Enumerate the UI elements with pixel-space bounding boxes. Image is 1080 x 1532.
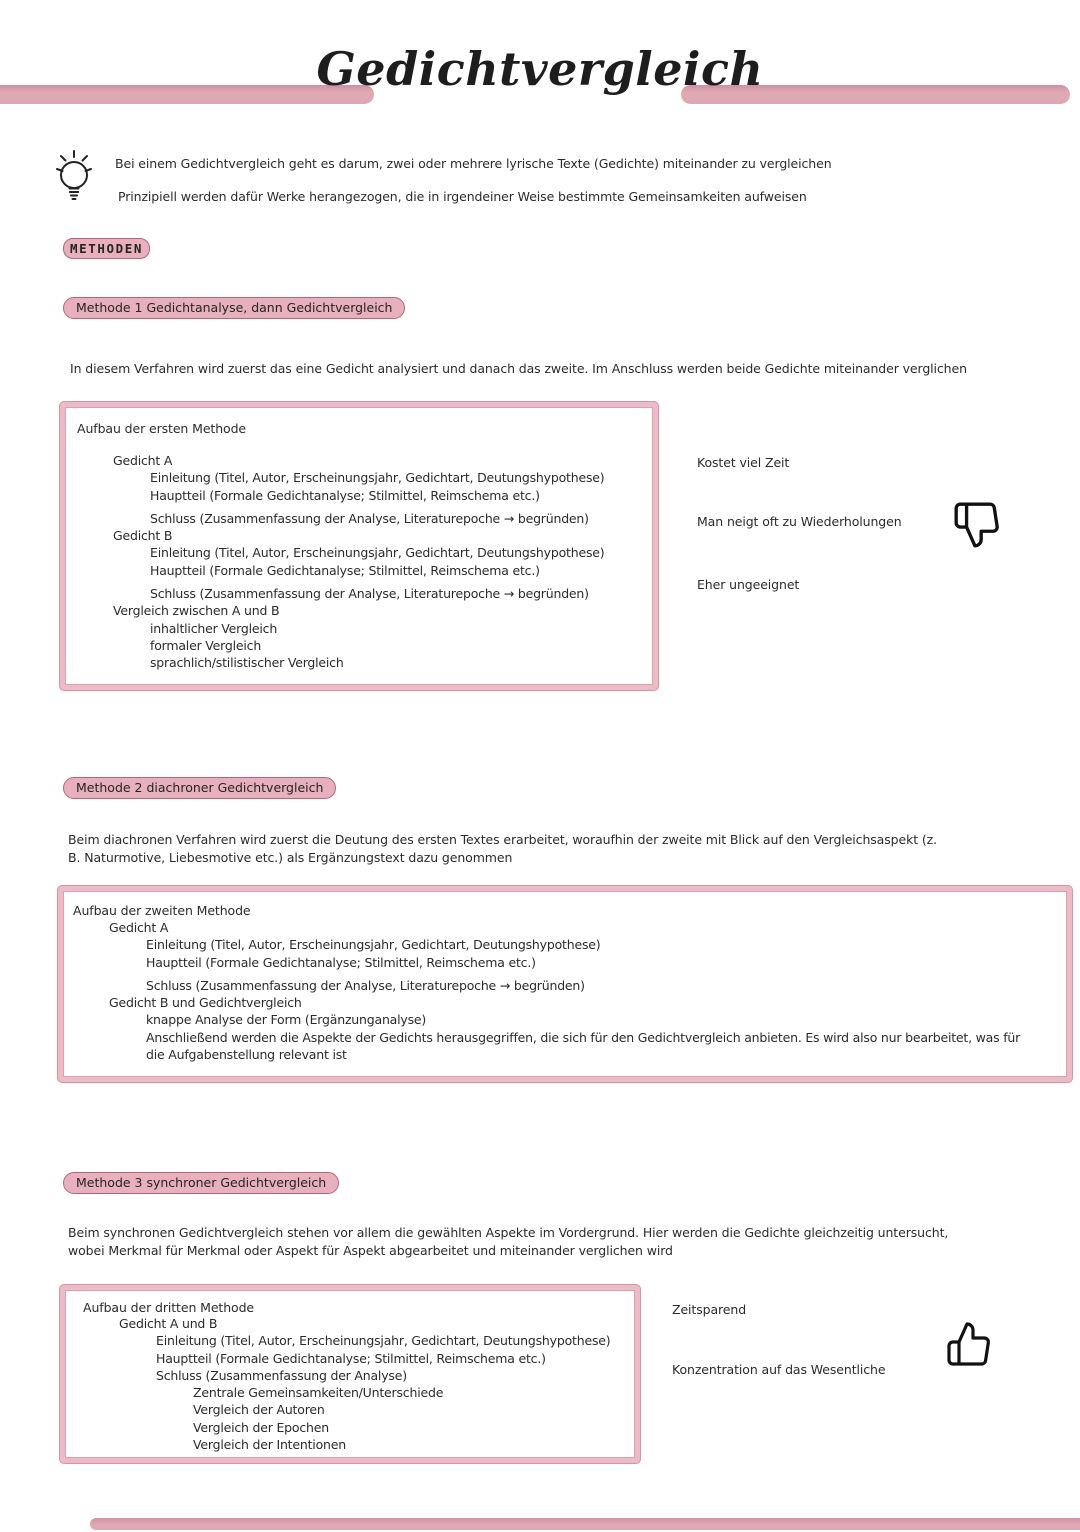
outline-line: Vergleich der Epochen bbox=[193, 1419, 329, 1435]
outline-line: Hauptteil (Formale Gedichtanalyse; Stilmittel, Reimschema etc.) bbox=[150, 487, 540, 503]
outline-line: Anschließend werden die Aspekte der Gedichts herausgegriffen, die sich für den Gedichtvergleich anbieten. Es wird also nur bearbeitet, was für die Aufgabenstellung relevant ist bbox=[146, 1029, 1021, 1063]
method1-note-2: Man neigt oft zu Wiederholungen bbox=[697, 514, 902, 529]
outline-line: formaler Vergleich bbox=[150, 637, 262, 653]
method3-box bbox=[60, 1285, 640, 1463]
method2-box bbox=[58, 886, 1072, 1082]
outline-line: Gedicht B bbox=[113, 528, 173, 544]
outline-line: Zentrale Gemeinsamkeiten/Unterschiede bbox=[193, 1385, 444, 1401]
outline-line: Schluss (Zusammenfassung der Analyse) bbox=[156, 1367, 407, 1383]
outline-line: sprachlich/stilistischer Vergleich bbox=[150, 655, 344, 671]
footer-rule bbox=[90, 1518, 1080, 1530]
outline-line: Vergleich der Intentionen bbox=[193, 1437, 346, 1453]
lightbulb-icon bbox=[50, 147, 98, 209]
method1-box-title: Aufbau der ersten Methode bbox=[77, 421, 247, 436]
method2-box-title: Aufbau der zweiten Methode bbox=[73, 903, 251, 918]
outline-line: Gedicht A bbox=[113, 453, 173, 468]
thumbs-up-icon bbox=[945, 1320, 993, 1368]
method1-description: In diesem Verfahren wird zuerst das eine Gedicht analysiert und danach das zweite. Im Anschluss werden beide Gedichte miteinander verglichen bbox=[70, 361, 967, 376]
outline-line: inhaltlicher Vergleich bbox=[150, 620, 278, 636]
method1-box bbox=[60, 402, 658, 690]
intro-line-2: Prinzipiell werden dafür Werke herangezogen, die in irgendeiner Weise bestimmte Gemeinsamkeiten aufweisen bbox=[118, 189, 807, 204]
intro-line-1: Bei einem Gedichtvergleich geht es darum, zwei oder mehrere lyrische Texte (Gedichte) miteinander zu vergleichen bbox=[115, 156, 832, 171]
outline-line: Vergleich zwischen A und B bbox=[113, 603, 280, 619]
outline-line: Einleitung (Titel, Autor, Erscheinungsjahr, Gedichtart, Deutungshypothese) bbox=[156, 1333, 611, 1349]
method2-description: Beim diachronen Verfahren wird zuerst die Deutung des ersten Textes erarbeitet, woraufhin der zweite mit Blick auf den Vergleichsaspekt (z. B. Naturmotive, Liebesmotive etc.) als Ergänzungstext dazu genommen bbox=[68, 832, 937, 865]
outline-line: Schluss (Zusammenfassung der Analyse, Literaturepoche → begründen) bbox=[150, 586, 589, 602]
outline-line: Hauptteil (Formale Gedichtanalyse; Stilmittel, Reimschema etc.) bbox=[150, 562, 540, 578]
outline-line: knappe Analyse der Form (Ergänzunganalyse) bbox=[146, 1012, 427, 1028]
outline-line: Gedicht A bbox=[109, 920, 169, 935]
section-label-methoden: METHODEN bbox=[63, 238, 150, 259]
outline-line: Hauptteil (Formale Gedichtanalyse; Stilmittel, Reimschema etc.) bbox=[156, 1350, 546, 1366]
method3-box-title: Aufbau der dritten Methode bbox=[83, 1300, 255, 1315]
method3-description: Beim synchronen Gedichtvergleich stehen vor allem die gewählten Aspekte im Vordergrund. Hier werden die Gedichte gleichzeitig untersucht, wobei Merkmal für Merkmal oder Aspekt für Aspekt abgearbeitet und miteinander verglichen wird bbox=[68, 1225, 949, 1258]
outline-line: Gedicht A und B bbox=[119, 1316, 218, 1331]
outline-line: Einleitung (Titel, Autor, Erscheinungsjahr, Gedichtart, Deutungshypothese) bbox=[150, 470, 605, 486]
method1-note-3: Eher ungeeignet bbox=[697, 577, 800, 592]
method1-pill: Methode 1 Gedichtanalyse, dann Gedichtvergleich bbox=[63, 297, 405, 319]
outline-line: Vergleich der Autoren bbox=[193, 1402, 325, 1418]
outline-line: Schluss (Zusammenfassung der Analyse, Literaturepoche → begründen) bbox=[150, 510, 589, 526]
outline-line: Schluss (Zusammenfassung der Analyse, Literaturepoche → begründen) bbox=[146, 977, 585, 993]
method3-pill: Methode 3 synchroner Gedichtvergleich bbox=[63, 1172, 339, 1194]
method3-note-1: Zeitsparend bbox=[672, 1302, 747, 1317]
method1-note-1: Kostet viel Zeit bbox=[697, 455, 790, 470]
method2-pill: Methode 2 diachroner Gedichtvergleich bbox=[63, 777, 336, 799]
outline-line: Einleitung (Titel, Autor, Erscheinungsjahr, Gedichtart, Deutungshypothese) bbox=[150, 545, 605, 561]
thumbs-down-icon bbox=[952, 500, 1002, 550]
method3-note-2: Konzentration auf das Wesentliche bbox=[672, 1362, 886, 1377]
outline-line: Hauptteil (Formale Gedichtanalyse; Stilmittel, Reimschema etc.) bbox=[146, 954, 536, 970]
outline-line: Gedicht B und Gedichtvergleich bbox=[109, 995, 302, 1011]
page-title: Gedichtvergleich bbox=[316, 42, 764, 96]
outline-line: Einleitung (Titel, Autor, Erscheinungsjahr, Gedichtart, Deutungshypothese) bbox=[146, 937, 601, 953]
